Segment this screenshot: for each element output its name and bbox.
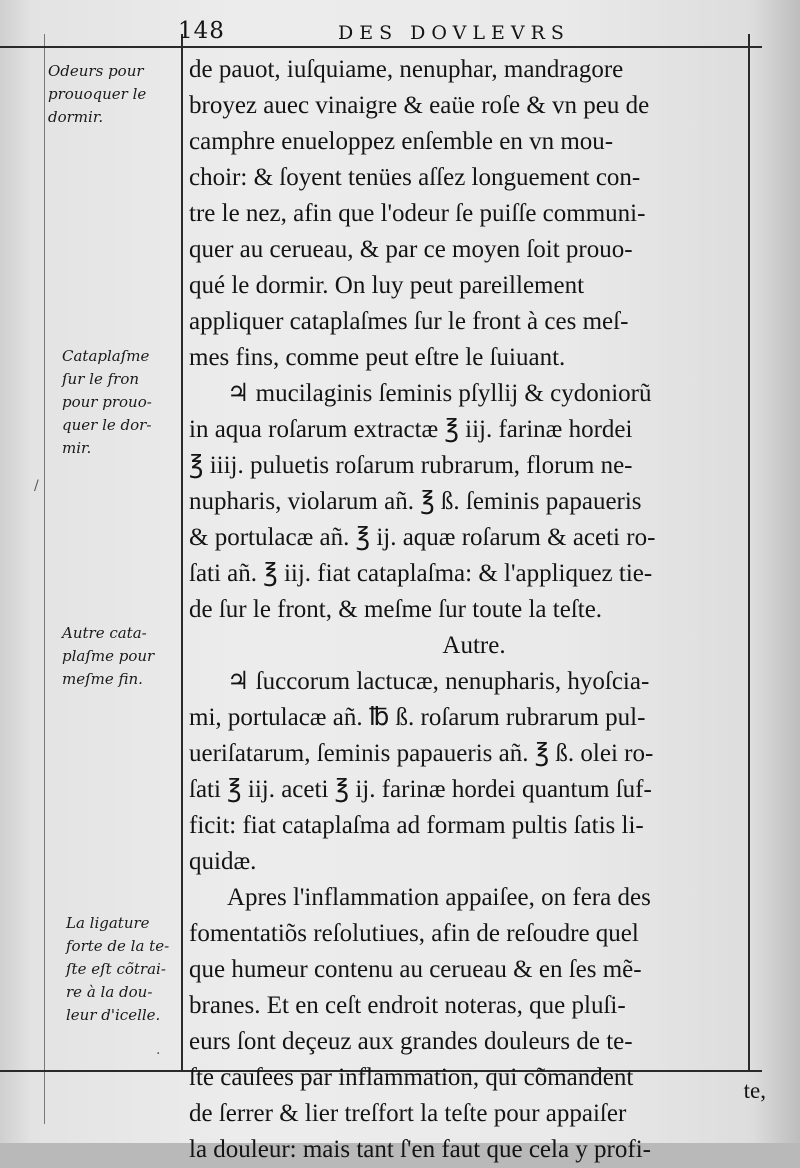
margin-note-line: prouoquer le xyxy=(48,85,147,103)
text-line: branes. Et en ceſt endroit noteras, que pluſi- xyxy=(189,992,626,1019)
text-line: quidæ. xyxy=(189,848,257,875)
margin-dot-mark: · xyxy=(156,1046,161,1062)
margin-note-line: La ligature xyxy=(66,914,150,932)
margin-note-line: ſur le fron xyxy=(62,370,140,388)
text-line: ſati ℥ iij. aceti ℥ ij. farinæ hordei quantum ſuf- xyxy=(189,776,652,803)
text-line: & portulacæ añ. ℥ ij. aquæ roſarum & aceti ro- xyxy=(189,524,656,551)
text-line: quer au cerueau, & par ce moyen ſoit prouo- xyxy=(189,236,633,263)
margin-note-line: Cataplaſme xyxy=(62,347,150,365)
catchword: te, xyxy=(743,1078,766,1103)
text-line: ueriſatarum, ſeminis papaueris añ. ℥ ß. olei ro- xyxy=(189,740,654,767)
text-line: qué le dormir. On luy peut pareillement xyxy=(189,272,585,299)
text-line: fomentatiõs reſolutiues, afin de reſoudre quel xyxy=(189,920,639,947)
margin-note-odeurs xyxy=(48,60,146,129)
text-line: mes fins, comme peut eſtre le ſuiuant. xyxy=(189,344,566,371)
margin-note-line: Autre cata- xyxy=(62,624,147,642)
text-line: appliquer cataplaſmes ſur le front à ces meſ- xyxy=(189,308,629,335)
text-line: la douleur: mais tant ſ'en faut que cela y profi- xyxy=(189,1136,651,1163)
text-line: que humeur contenu au cerueau & en ſes mẽ- xyxy=(189,956,642,983)
text-line: eurs ſont deçeuz aux grandes douleurs de te- xyxy=(189,1028,633,1055)
text-line: tre le nez, afin que l'odeur ſe puiſſe communi- xyxy=(189,200,646,227)
margin-note-line: quer le dor- xyxy=(62,416,152,434)
margin-note-line: ſte eſt cõtrai- xyxy=(66,960,166,978)
text-line: mi, portulacæ añ. ℔ ß. roſarum rubrarum pul- xyxy=(189,704,646,731)
text-line: nupharis, violarum añ. ℥ ß. ſeminis papaueris xyxy=(189,488,642,515)
text-line: de pauot, iuſquiame, nenuphar, mandragore xyxy=(189,56,624,83)
text-line: choir: & ſoyent tenües aſſez longuement con- xyxy=(189,164,641,191)
paragraph-start-line: Apres l'inflammation appaiſee, on fera des xyxy=(227,884,651,911)
margin-column-rule xyxy=(181,34,183,1070)
text-line: in aqua roſarum extractæ ℥ iij. farinæ hordei xyxy=(189,416,633,443)
margin-note-line: plaſme pour xyxy=(62,647,155,665)
main-text-block xyxy=(189,52,759,1168)
text-line: ſati añ. ℥ iij. fiat cataplaſma: & l'appliquez tie- xyxy=(189,560,653,587)
margin-note-line: re à la dou- xyxy=(66,983,153,1001)
text-line: de ſur le front, & meſme ſur toute la teſte. xyxy=(189,596,603,623)
text-line: broyez auec vinaigre & eaüe roſe & vn peu de xyxy=(189,92,650,119)
margin-dot-mark: / xyxy=(34,478,39,494)
recipe-line: ♃ mucilaginis ſeminis pſyllij & cydoniorũ xyxy=(227,380,652,407)
margin-note-line: mir. xyxy=(62,439,92,457)
section-heading-autre: Autre. xyxy=(442,632,506,659)
page-header xyxy=(178,14,738,48)
margin-note-cataplasme xyxy=(62,345,152,460)
text-line: de ſerrer & lier treſfort la teſte pour appaiſer xyxy=(189,1100,627,1127)
margin-note-autre-cataplasme xyxy=(62,622,154,691)
margin-note-ligature xyxy=(66,912,169,1027)
margin-note-line: dormir. xyxy=(48,108,104,126)
margin-rule-left xyxy=(44,34,45,1124)
text-line: ℥ iiij. puluetis roſarum rubrarum, florum ne- xyxy=(189,452,633,479)
recipe-line: ♃ ſuccorum lactucæ, nenupharis, hyoſcia- xyxy=(227,668,650,695)
margin-note-line: meſme fin. xyxy=(62,670,143,688)
text-line: camphre enueloppez enſemble en vn mou- xyxy=(189,128,614,155)
text-line: ſte cauſees par inflammation, qui cõmandent xyxy=(189,1064,634,1091)
margin-note-line: pour prouo- xyxy=(62,393,152,411)
margin-note-line: forte de la te- xyxy=(66,937,170,955)
page-number: 148 xyxy=(178,18,225,44)
text-line: ficit: fiat cataplaſma ad formam pultis ſatis li- xyxy=(189,812,644,839)
margin-note-line: leur d'icelle. xyxy=(66,1006,161,1024)
running-head: DES DOVLEVRS xyxy=(338,22,570,44)
margin-note-line: Odeurs pour xyxy=(48,62,144,80)
